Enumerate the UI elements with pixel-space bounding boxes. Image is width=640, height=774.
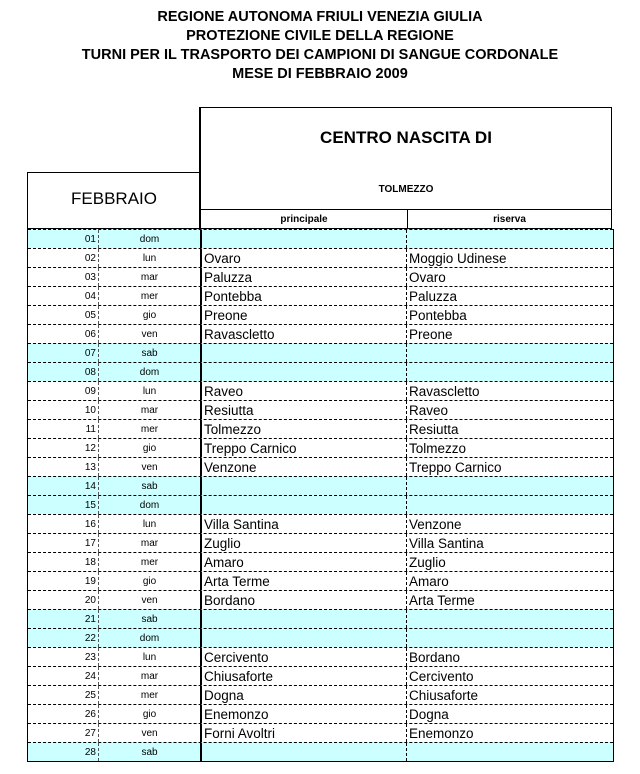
day-number-cell: 10: [28, 401, 99, 419]
month-label: FEBBRAIO: [71, 189, 157, 208]
schedule-table: [27, 229, 614, 762]
day-number-cell: 27: [28, 724, 99, 742]
riserva-cell: Arta Terme: [406, 591, 611, 609]
weekday-cell: ven: [141, 329, 158, 340]
principale-cell: Raveo: [200, 382, 406, 400]
city-label: TOLMEZZO: [378, 184, 434, 195]
day-number-cell: 02: [28, 249, 99, 267]
riserva-cell: Moggio Udinese: [406, 249, 611, 267]
table-row: [28, 343, 613, 362]
month-header: [27, 172, 200, 229]
table-row: [28, 400, 613, 419]
table-row: [28, 628, 613, 647]
principale-cell: [200, 344, 406, 362]
day-number-cell: 13: [28, 458, 99, 476]
riserva-label: riserva: [493, 214, 526, 225]
principale-cell: [200, 629, 406, 647]
title-line-transport: TURNI PER IL TRASPORTO DEI CAMPIONI DI SANGUE CORDONALE: [81, 47, 559, 63]
principale-cell: [200, 477, 406, 495]
weekday-cell: sab: [141, 747, 158, 758]
weekday-cell: lun: [142, 253, 157, 264]
weekday-cell: dom: [139, 367, 160, 378]
day-number-cell: 09: [28, 382, 99, 400]
table-row: [28, 609, 613, 628]
principale-label: principale: [280, 214, 328, 225]
riserva-header: [407, 209, 612, 229]
principale-cell: Ravascletto: [200, 325, 406, 343]
principale-cell: Forni Avoltri: [200, 724, 406, 742]
riserva-cell: Raveo: [406, 401, 611, 419]
riserva-cell: [406, 363, 611, 381]
document-title: [0, 8, 640, 84]
riserva-cell: Villa Santina: [406, 534, 611, 552]
weekday-cell: gio: [142, 443, 157, 454]
principale-cell: Villa Santina: [200, 515, 406, 533]
principale-cell: Tolmezzo: [200, 420, 406, 438]
riserva-cell: Preone: [406, 325, 611, 343]
day-number-cell: 18: [28, 553, 99, 571]
weekday-cell: gio: [142, 709, 157, 720]
day-number-cell: 03: [28, 268, 99, 286]
weekday-cell: mar: [140, 671, 159, 682]
table-row: [28, 533, 613, 552]
principale-header: [201, 209, 408, 229]
principale-cell: [200, 363, 406, 381]
table-row: [28, 419, 613, 438]
weekday-cell: mar: [140, 272, 159, 283]
principale-cell: Paluzza: [200, 268, 406, 286]
day-number-cell: 11: [28, 420, 99, 438]
principale-cell: [200, 743, 406, 761]
riserva-cell: Chiusaforte: [406, 686, 611, 704]
principale-cell: Ovaro: [200, 249, 406, 267]
principale-cell: Preone: [200, 306, 406, 324]
centro-nascita-label: CENTRO NASCITA DI: [320, 128, 492, 147]
day-number-cell: 20: [28, 591, 99, 609]
principale-cell: Pontebba: [200, 287, 406, 305]
weekday-cell: sab: [141, 614, 158, 625]
day-number-cell: 23: [28, 648, 99, 666]
principale-cell: [200, 496, 406, 514]
principale-cell: Zuglio: [200, 534, 406, 552]
riserva-cell: Venzone: [406, 515, 611, 533]
riserva-cell: [406, 477, 611, 495]
table-row: [28, 552, 613, 571]
table-row: [28, 362, 613, 381]
day-number-cell: 17: [28, 534, 99, 552]
principale-cell: Resiutta: [200, 401, 406, 419]
day-number-cell: 25: [28, 686, 99, 704]
weekday-cell: mer: [140, 690, 159, 701]
riserva-cell: Dogna: [406, 705, 611, 723]
day-number-cell: 16: [28, 515, 99, 533]
table-row: [28, 381, 613, 400]
riserva-cell: Resiutta: [406, 420, 611, 438]
weekday-cell: lun: [142, 652, 157, 663]
weekday-cell: sab: [141, 481, 158, 492]
riserva-cell: [406, 610, 611, 628]
day-number-cell: 05: [28, 306, 99, 324]
day-number-cell: 04: [28, 287, 99, 305]
table-row: [28, 286, 613, 305]
weekday-cell: dom: [139, 633, 160, 644]
riserva-cell: Enemonzo: [406, 724, 611, 742]
weekday-cell: lun: [142, 519, 157, 530]
riserva-cell: Pontebba: [406, 306, 611, 324]
table-row: [28, 324, 613, 343]
day-number-cell: 19: [28, 572, 99, 590]
day-number-cell: 28: [28, 743, 99, 761]
title-line-region: REGIONE AUTONOMA FRIULI VENEZIA GIULIA: [157, 9, 483, 25]
centro-nascita-header: [199, 107, 612, 229]
riserva-cell: [406, 496, 611, 514]
riserva-cell: [406, 629, 611, 647]
table-row: [28, 267, 613, 286]
riserva-cell: [406, 743, 611, 761]
table-row: [28, 438, 613, 457]
weekday-cell: gio: [142, 576, 157, 587]
principale-cell: Treppo Carnico: [200, 439, 406, 457]
riserva-cell: Paluzza: [406, 287, 611, 305]
weekday-cell: mer: [140, 424, 159, 435]
weekday-cell: lun: [142, 386, 157, 397]
table-row: [28, 723, 613, 742]
principale-cell: Venzone: [200, 458, 406, 476]
principale-cell: [200, 230, 406, 248]
riserva-cell: Treppo Carnico: [406, 458, 611, 476]
riserva-cell: Bordano: [406, 648, 611, 666]
table-row: [28, 248, 613, 267]
table-row: [28, 514, 613, 533]
riserva-cell: Ovaro: [406, 268, 611, 286]
day-number-cell: 24: [28, 667, 99, 685]
weekday-cell: sab: [141, 348, 158, 359]
table-row: [28, 685, 613, 704]
weekday-cell: ven: [141, 595, 158, 606]
principale-cell: Amaro: [200, 553, 406, 571]
table-row: [28, 457, 613, 476]
weekday-cell: dom: [139, 234, 160, 245]
day-number-cell: 14: [28, 477, 99, 495]
table-row: [28, 229, 613, 248]
weekday-cell: gio: [142, 310, 157, 321]
table-row: [28, 571, 613, 590]
day-number-cell: 22: [28, 629, 99, 647]
title-line-month: MESE DI FEBBRAIO 2009: [232, 66, 408, 82]
table-row: [28, 305, 613, 324]
weekday-cell: ven: [141, 728, 158, 739]
weekday-cell: dom: [139, 500, 160, 511]
weekday-cell: ven: [141, 462, 158, 473]
riserva-cell: Ravascletto: [406, 382, 611, 400]
riserva-cell: Cercivento: [406, 667, 611, 685]
table-row: [28, 742, 613, 761]
table-row: [28, 704, 613, 723]
day-number-cell: 06: [28, 325, 99, 343]
riserva-cell: Zuglio: [406, 553, 611, 571]
day-number-cell: 08: [28, 363, 99, 381]
table-row: [28, 666, 613, 685]
principale-cell: Enemonzo: [200, 705, 406, 723]
day-number-cell: 12: [28, 439, 99, 457]
principale-cell: Arta Terme: [200, 572, 406, 590]
table-row: [28, 647, 613, 666]
weekday-cell: mar: [140, 538, 159, 549]
weekday-cell: mer: [140, 291, 159, 302]
principale-cell: Cercivento: [200, 648, 406, 666]
principale-cell: Bordano: [200, 591, 406, 609]
day-number-cell: 15: [28, 496, 99, 514]
principale-cell: [200, 610, 406, 628]
day-number-cell: 07: [28, 344, 99, 362]
principale-cell: Chiusaforte: [200, 667, 406, 685]
table-row: [28, 476, 613, 495]
riserva-cell: Amaro: [406, 572, 611, 590]
day-number-cell: 26: [28, 705, 99, 723]
riserva-cell: [406, 230, 611, 248]
riserva-cell: Tolmezzo: [406, 439, 611, 457]
table-row: [28, 495, 613, 514]
weekday-cell: mer: [140, 557, 159, 568]
day-number-cell: 21: [28, 610, 99, 628]
weekday-cell: mar: [140, 405, 159, 416]
principale-cell: Dogna: [200, 686, 406, 704]
day-number-cell: 01: [28, 230, 99, 248]
table-row: [28, 590, 613, 609]
riserva-cell: [406, 344, 611, 362]
title-line-civil-protection: PROTEZIONE CIVILE DELLA REGIONE: [186, 28, 454, 44]
